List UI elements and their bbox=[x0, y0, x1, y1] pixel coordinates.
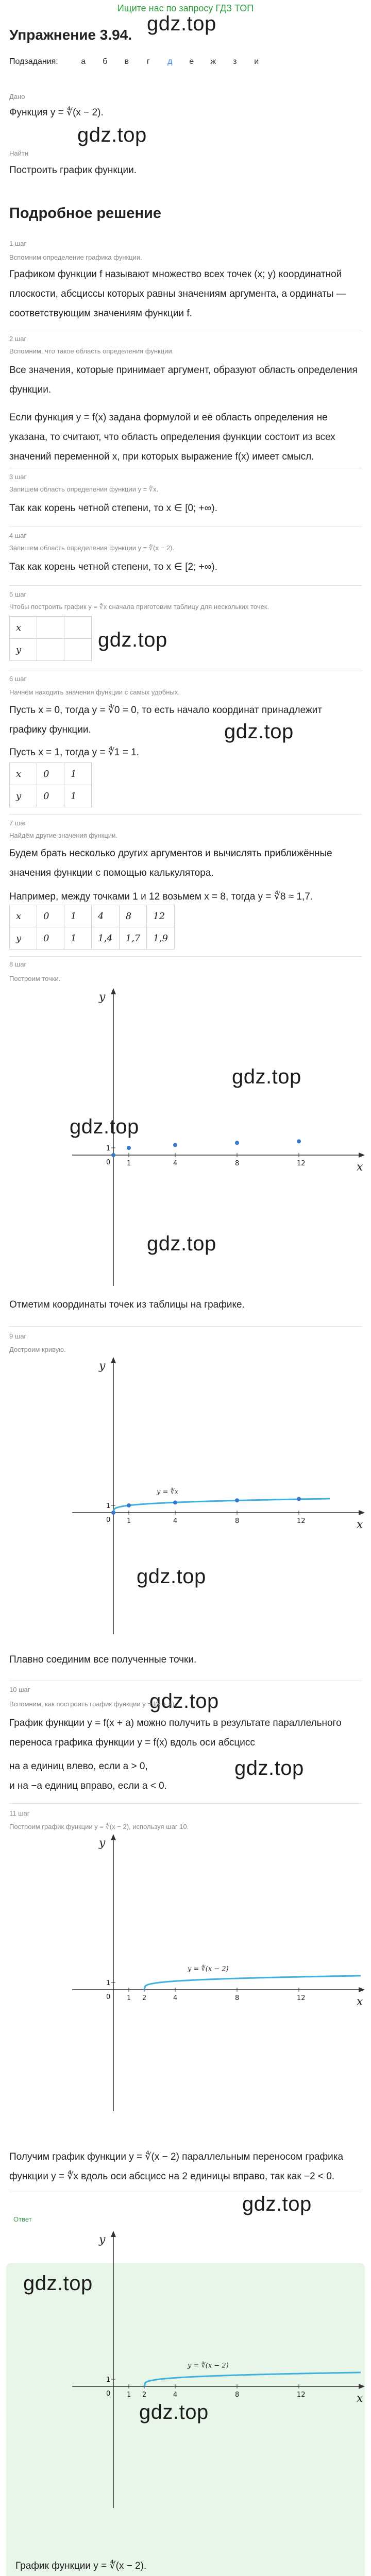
x-tick-label: 1 bbox=[127, 1517, 131, 1525]
answer-text: График функции y = ∜(x − 2). bbox=[15, 2561, 147, 2571]
step3-tag: 3 шаг bbox=[9, 473, 27, 481]
x-tick-label: 4 bbox=[173, 2391, 178, 2399]
y-unit-label: 1 bbox=[106, 1145, 111, 1153]
data-point bbox=[127, 1503, 131, 1507]
step3-text: Так как корень четной степени, то x ∈ [0; +∞). bbox=[9, 503, 217, 514]
step8-note: Отметим координаты точек из таблицы на графике. bbox=[9, 1299, 245, 1310]
x-tick-label: 1 bbox=[127, 1994, 131, 2002]
watermark: gdz.top bbox=[23, 2272, 93, 2295]
x-axis-arrow bbox=[359, 1987, 365, 1992]
given-tag: Дано bbox=[9, 93, 25, 100]
y-axis-arrow bbox=[111, 988, 116, 994]
page-title: Упражнение 3.94. bbox=[9, 27, 132, 43]
y-unit-label: 1 bbox=[106, 2376, 111, 2384]
step2-text: Все значения, которые принимает аргумент, образуют область определения функции. Если функция y = f(x) задана формулой и её область определения не указана, то считают, что область определения функции состоит из всех значений переменной x, при которых выражение f(x) имеет смысл. bbox=[9, 365, 358, 462]
step9-caption: Достроим кривую. bbox=[9, 1346, 66, 1353]
data-point bbox=[127, 1146, 131, 1150]
y-axis-label: y bbox=[99, 1360, 106, 1372]
x-tick-label: 8 bbox=[235, 1994, 240, 2002]
watermark: gdz.top bbox=[147, 12, 216, 35]
x-axis-arrow bbox=[359, 1153, 365, 1158]
graph-curve bbox=[67, 1351, 371, 1639]
subtasks-label: Подзадания: bbox=[9, 57, 58, 66]
x-tick-label: 8 bbox=[235, 1160, 240, 1167]
step2-tag: 2 шаг bbox=[9, 335, 27, 343]
y-axis-arrow bbox=[111, 1834, 116, 1840]
watermark: gdz.top bbox=[224, 720, 294, 743]
find-text: Построить график функции. bbox=[9, 165, 137, 176]
subtask-z[interactable]: з bbox=[233, 57, 237, 66]
y-axis-label: y bbox=[99, 991, 106, 1004]
step6-caption: Начнём находить значения функции с самых удобных. bbox=[9, 688, 180, 696]
x-tick-label: 2 bbox=[142, 2391, 147, 2399]
y-unit-label: 1 bbox=[106, 1502, 111, 1510]
curve-label: y = ∜x bbox=[157, 1488, 179, 1496]
curve-label: y = ∜(x − 2) bbox=[188, 2362, 229, 2370]
x-axis-label: x bbox=[357, 2392, 363, 2405]
data-point bbox=[235, 1141, 239, 1145]
x-tick-label: 12 bbox=[297, 1994, 306, 2002]
step3-caption: Запишем область определения функции y = ∜x. bbox=[9, 485, 159, 493]
x-tick-label: 4 bbox=[173, 1160, 178, 1167]
origin-label: 0 bbox=[106, 1159, 111, 1166]
watermark: gdz.top bbox=[98, 629, 167, 651]
x-tick-label: 4 bbox=[173, 1994, 178, 2002]
step10-tag: 10 шаг bbox=[9, 1686, 30, 1693]
graph-shifted bbox=[67, 1828, 371, 2116]
watermark: gdz.top bbox=[77, 124, 147, 146]
y-axis-label: y bbox=[99, 2233, 106, 2246]
step9-tag: 9 шаг bbox=[9, 1332, 27, 1340]
x-axis-arrow bbox=[359, 2384, 365, 2389]
x-axis-label: x bbox=[357, 1995, 363, 2008]
data-point bbox=[111, 1153, 115, 1157]
step1-caption: Вспомним определение графика функции. bbox=[9, 253, 142, 261]
solution-title: Подробное решение bbox=[9, 205, 161, 222]
empty-value-table: x y bbox=[9, 616, 92, 661]
watermark: gdz.top bbox=[137, 1565, 206, 1588]
subtask-b[interactable]: б bbox=[103, 57, 108, 66]
watermark: gdz.top bbox=[70, 1115, 139, 1138]
watermark: gdz.top bbox=[242, 2193, 312, 2215]
function-curve bbox=[144, 1976, 361, 1990]
data-point bbox=[297, 1497, 301, 1501]
watermark: gdz.top bbox=[147, 1232, 216, 1255]
step10-text: График функции y = f(x + a) можно получить в результате параллельного переноса графика функции y = f(x) вдоль оси абсцисс на a единиц влево, если a > 0, и на −a единиц вправо, если a < 0. bbox=[9, 1718, 342, 1791]
function-curve bbox=[113, 1499, 330, 1513]
function-curve bbox=[144, 2372, 361, 2386]
y-unit-label: 1 bbox=[106, 1979, 111, 1987]
step8-tag: 8 шаг bbox=[9, 960, 27, 968]
step5-caption: Чтобы построить график y = ∜x сначала приготовим таблицу для нескольких точек. bbox=[9, 603, 269, 611]
subtask-i[interactable]: и bbox=[254, 57, 259, 66]
step1-tag: 1 шаг bbox=[9, 240, 27, 247]
y-axis-arrow bbox=[111, 1357, 116, 1363]
step7-text: Будем брать несколько других аргументов и вычислять приближённые значения функции с помощью калькулятора. Например, между точками 1 и 12 возьмем x = 8, тогда y = ∜8 ≈ 1,7. bbox=[9, 848, 332, 902]
data-point bbox=[297, 1139, 301, 1143]
find-tag: Найти bbox=[9, 149, 29, 157]
step4-tag: 4 шаг bbox=[9, 532, 27, 539]
x-tick-label: 12 bbox=[297, 1517, 306, 1525]
step4-text: Так как корень четной степени, то x ∈ [2; +∞). bbox=[9, 562, 217, 572]
origin-label: 0 bbox=[106, 1516, 111, 1524]
given-text: Функция y = ∜(x − 2). bbox=[9, 107, 104, 118]
step5-tag: 5 шаг bbox=[9, 590, 27, 598]
step11-tag: 11 шаг bbox=[9, 1809, 30, 1817]
data-point bbox=[173, 1143, 177, 1147]
step7-tag: 7 шаг bbox=[9, 819, 27, 827]
x-axis-label: x bbox=[357, 1518, 363, 1531]
data-point bbox=[235, 1498, 239, 1502]
x-axis-label: x bbox=[357, 1161, 363, 1174]
step6-tag: 6 шаг bbox=[9, 675, 27, 683]
subtask-g[interactable]: г bbox=[146, 57, 150, 66]
x-tick-label: 12 bbox=[297, 2391, 306, 2399]
subtask-zh[interactable]: ж bbox=[210, 57, 216, 66]
step7-caption: Найдём другие значения функции. bbox=[9, 832, 117, 839]
data-point bbox=[173, 1500, 177, 1504]
subtasks-bar bbox=[9, 56, 267, 68]
origin-label: 0 bbox=[106, 2390, 111, 2398]
subtask-v[interactable]: в bbox=[124, 57, 129, 66]
step11-text: Получим график функции y = ∜(x − 2) параллельным переносом графика функции y = ∜x вдоль оси абсцисс на 2 единицы вправо, так как −2 < 0. bbox=[9, 2151, 344, 2182]
answer-tag: Ответ bbox=[13, 2215, 32, 2223]
value-table-step6: x 0 1 y 0 1 bbox=[9, 762, 92, 807]
step11-caption: Построим график функции y = ∜(x − 2), используя шаг 10. bbox=[9, 1823, 189, 1831]
x-tick-label: 4 bbox=[173, 1517, 178, 1525]
watermark: gdz.top bbox=[139, 2401, 209, 2424]
x-tick-label: 2 bbox=[142, 1994, 147, 2002]
subtask-d[interactable]: д bbox=[167, 57, 173, 66]
x-tick-label: 12 bbox=[297, 1160, 306, 1167]
y-axis-label: y bbox=[99, 1837, 106, 1850]
step4-caption: Запишем область определения функции y = ∜(x − 2). bbox=[9, 544, 174, 552]
x-axis-arrow bbox=[359, 1510, 365, 1515]
step2-caption: Вспомним, что такое область определения функции. bbox=[9, 347, 174, 355]
graph-answer bbox=[67, 2225, 371, 2513]
subtask-e[interactable]: е bbox=[189, 57, 194, 66]
watermark: gdz.top bbox=[149, 1690, 219, 1713]
x-tick-label: 1 bbox=[127, 2391, 131, 2399]
origin-label: 0 bbox=[106, 1993, 111, 2001]
step10-caption: Вспомним, как построить график функции y = f(x + a). bbox=[9, 1700, 176, 1708]
curve-label: y = ∜(x − 2) bbox=[188, 1965, 229, 1973]
x-tick-label: 8 bbox=[235, 1517, 240, 1525]
y-axis-arrow bbox=[111, 2231, 116, 2237]
step1-text: Графиком функции f называют множество всех точек (x; y) координатной плоскости, абсциссы которых равны значениям аргумента, а ординаты — соответствующим значениям функции f. bbox=[9, 269, 346, 319]
step9-note: Плавно соединим все полученные точки. bbox=[9, 1654, 197, 1665]
watermark: gdz.top bbox=[234, 1757, 304, 1780]
watermark: gdz.top bbox=[232, 1065, 301, 1088]
subtask-a[interactable]: а bbox=[81, 57, 86, 66]
step8-caption: Построим точки. bbox=[9, 975, 61, 982]
data-point bbox=[111, 1511, 115, 1515]
x-tick-label: 1 bbox=[127, 1160, 131, 1167]
step6-text: Пусть x = 0, тогда y = ∜0 = 0, то есть начало координат принадлежит графику функции. Пусть x = 1, тогда y = ∜1 = 1. bbox=[9, 705, 322, 758]
x-tick-label: 8 bbox=[235, 2391, 240, 2399]
value-table-step7: x 0 1 4 8 12 y 0 1 1,4 1,7 1,9 bbox=[9, 905, 175, 950]
top-search-link[interactable]: Ищите нас по запросу ГДЗ ТОП bbox=[117, 3, 254, 13]
